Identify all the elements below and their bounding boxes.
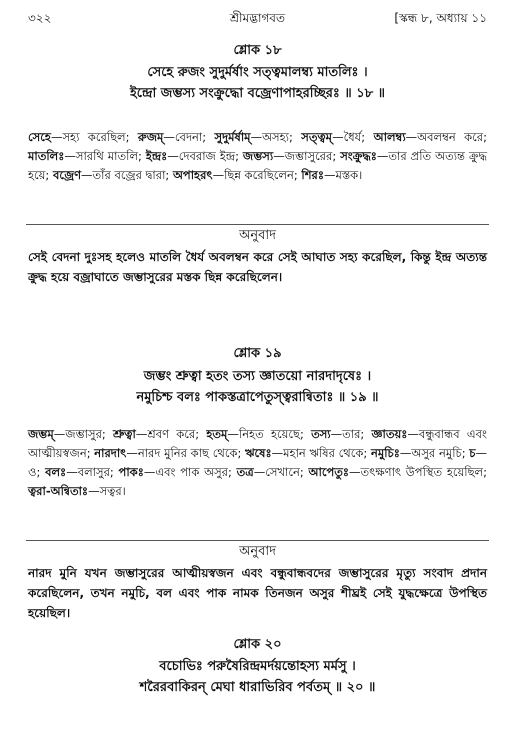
sloka-20-block	[28, 636, 487, 697]
synonym-dash: —	[323, 168, 336, 182]
synonym-meaning: বন্ধুবান্ধব এবং আত্মীয়স্বজন;	[28, 427, 487, 460]
synonym-term: নারদাৎ	[94, 446, 127, 460]
synonym-meaning: সারথি মাতলি;	[75, 149, 146, 163]
synonym-term: ঋষেঃ	[245, 446, 272, 460]
synonym-meaning: তৎক্ষণাৎ উপস্থিত হয়েছিল;	[360, 465, 487, 479]
sloka-heading: শ্লোক ২০	[233, 637, 282, 652]
sloka-19-block	[28, 345, 487, 407]
synonym-term: চ	[469, 446, 476, 460]
synonym-dash: —	[88, 484, 100, 498]
synonym-meaning: সহ্য করেছিল;	[62, 130, 138, 144]
divider	[26, 224, 489, 225]
synonym-term: সত্ত্বম্	[301, 130, 333, 144]
synonym-meaning: ধৈর্য;	[343, 130, 374, 144]
synonym-dash: —	[167, 149, 179, 163]
synonym-meaning: সত্বর।	[99, 484, 126, 498]
translation: সেই বেদনা দুঃসহ হলেও মাতলি ধৈর্য অবলম্বন করে সেই আঘাত সহ্য করেছিল, কিন্তু ইন্দ্র অত্যন্ত ক্রুদ্ধ হয়ে বজ্রাঘাতে জম্ভাসুরের মস্তক ছিন্ন করেছিলেন।	[28, 250, 487, 284]
synonym-meaning: অবলম্বন করে;	[417, 130, 487, 144]
synonym-term: হতম্	[206, 427, 228, 441]
synonym-meaning: ও;	[28, 465, 46, 479]
synonym-dash: —	[399, 446, 412, 460]
anuvad-title: অনুবাদ	[239, 544, 276, 559]
sloka-heading: শ্লোক ১৮	[233, 43, 282, 58]
synonym-term: শ্রুত্বা	[113, 427, 136, 441]
synonym-meaning: জম্ভাসুর;	[65, 427, 114, 441]
synonym-meaning: বলাসুর;	[77, 465, 119, 479]
synonym-meaning: নারদ মুনির কাছ থেকে;	[137, 446, 246, 460]
synonym-meaning: জম্ভাসুরের;	[284, 149, 341, 163]
synonym-meaning: মহান ঋষির থেকে;	[283, 446, 371, 460]
synonym-meaning: এবং পাক অসুর;	[155, 465, 237, 479]
synonym-dash: —	[212, 168, 225, 182]
translation: নারদ মুনি যখন জম্ভাসুরের আত্মীয়স্বজন এবং বন্ধুবান্ধবদের জম্ভাসুরের মৃত্যু সংবাদ প্রদান করেছিলেন, তখন নমুচি, বল এবং পাক নামক তিনজন অসুর শীঘ্রই সেই যুদ্ধক্ষেত্রে উপস্থিত হয়েছিল।	[28, 566, 487, 620]
synonym-meaning: বেদনা;	[174, 130, 215, 144]
synonym-dash: —	[407, 427, 419, 441]
synonym-meaning: সেখানে;	[265, 465, 309, 479]
synonym-dash: —	[250, 130, 263, 144]
synonym-dash: —	[50, 130, 63, 144]
verse-line-2: নমুচিশ্চ বলঃ পাকস্তত্রাপেতুস্ত্বরান্বিতাঃ ॥ ১৯ ॥	[136, 390, 379, 405]
synonym-term: সেহে	[28, 130, 51, 144]
synonym-dash: —	[135, 427, 148, 441]
verse-line-1: জম্ভং শ্রুত্বা হতং তস্য জ্ঞাতয়ো নারদাদৃষেঃ ।	[143, 369, 372, 384]
book-title: শ্রীমদ্ভাগবত	[229, 11, 285, 25]
synonym-dash: —	[66, 465, 78, 479]
anuvad-18-section	[28, 224, 487, 287]
synonym-meaning: তার;	[342, 427, 372, 441]
synonym-dash: —	[475, 446, 487, 460]
synonym-term: জম্ভম্	[28, 427, 54, 441]
synonym-term: বলঃ	[45, 465, 67, 479]
verse-line-1: বচোভিঃ পরুষৈরিন্দ্রমর্দয়ন্তোহস্য মর্মসু ।	[159, 659, 356, 674]
anuvad-19-section	[28, 540, 487, 623]
synonym-term: পাকঃ	[118, 465, 144, 479]
verse-line-2: শরৈরবাকিরন্ মেঘা ধারাভিরিব পর্বতম্ ॥ ২০ ॥	[139, 680, 376, 695]
verse-line-2: ইন্দ্রো জম্ভস্য সংক্রুদ্ধো বজ্রেণাপাহরচ্ছিরঃ ॥ ১৮ ॥	[129, 86, 386, 101]
synonym-dash: —	[253, 465, 266, 479]
synonyms-18	[28, 128, 487, 185]
synonym-dash: —	[53, 427, 66, 441]
synonym-dash: —	[330, 427, 343, 441]
synonym-term: তস্য	[311, 427, 331, 441]
synonym-term: নমুচিঃ	[370, 446, 400, 460]
synonym-term: অপাহরৎ	[172, 168, 213, 182]
synonym-dash: —	[271, 446, 284, 460]
synonym-dash: —	[126, 446, 138, 460]
synonym-term: সুদুর্মর্ষাম্	[214, 130, 251, 144]
synonym-meaning: তাঁর বজ্রের দ্বারা;	[92, 168, 173, 182]
synonym-meaning: মস্তক।	[335, 168, 363, 182]
synonym-dash: —	[163, 130, 175, 144]
synonym-dash: —	[376, 149, 389, 163]
sloka-heading: শ্লোক ১৯	[233, 346, 282, 361]
synonym-term: রুজম্	[137, 130, 164, 144]
verse-line-1: সেহে রুজং সুদুর্মর্ষাং সত্ত্বমালম্ব্য মাতলিঃ ।	[147, 65, 368, 80]
sloka-18-block	[28, 42, 487, 103]
anuvad-title: অনুবাদ	[239, 228, 276, 243]
synonym-term: ত্বরা-অন্বিতাঃ	[28, 484, 89, 498]
synonym-term: জম্ভস্য	[242, 149, 274, 163]
synonym-meaning: তার প্রতি অত্যন্ত ক্রুদ্ধ হয়ে;	[28, 149, 487, 182]
synonym-meaning: শ্রবণ করে;	[147, 427, 207, 441]
synonym-dash: —	[64, 149, 76, 163]
synonym-dash: —	[349, 465, 361, 479]
section-reference: [স্কন্ধ ৮, অধ্যায় ১১	[394, 11, 487, 25]
synonym-term: বজ্রেণ	[52, 168, 82, 182]
page-header	[28, 10, 487, 30]
synonym-dash: —	[273, 149, 285, 163]
divider	[26, 540, 489, 541]
synonym-dash: —	[143, 465, 156, 479]
synonym-meaning: নিহত হয়েছে;	[238, 427, 312, 441]
synonym-term: ইন্দ্রঃ	[145, 149, 168, 163]
page-number: ৩২২	[28, 11, 52, 25]
synonym-dash: —	[332, 130, 344, 144]
synonym-term: সংক্রুদ্ধঃ	[340, 149, 377, 163]
synonym-meaning: দেবরাজ ইন্দ্র;	[178, 149, 243, 163]
synonym-dash: —	[81, 168, 93, 182]
synonym-term: তত্র	[236, 465, 254, 479]
synonym-meaning: অসুর নমুচি;	[411, 446, 470, 460]
synonym-dash: —	[227, 427, 239, 441]
synonym-term: আলম্ব্য	[373, 130, 406, 144]
synonyms-19	[28, 425, 487, 501]
synonym-term: আপেতুঃ	[308, 465, 350, 479]
synonym-meaning: ছিন্ন করেছিলেন;	[224, 168, 302, 182]
synonym-dash: —	[405, 130, 418, 144]
synonym-meaning: অসহ্য;	[262, 130, 302, 144]
synonym-term: মাতলিঃ	[28, 149, 65, 163]
synonym-term: জ্ঞাতয়ঃ	[371, 427, 408, 441]
synonym-term: শিরঃ	[301, 168, 324, 182]
